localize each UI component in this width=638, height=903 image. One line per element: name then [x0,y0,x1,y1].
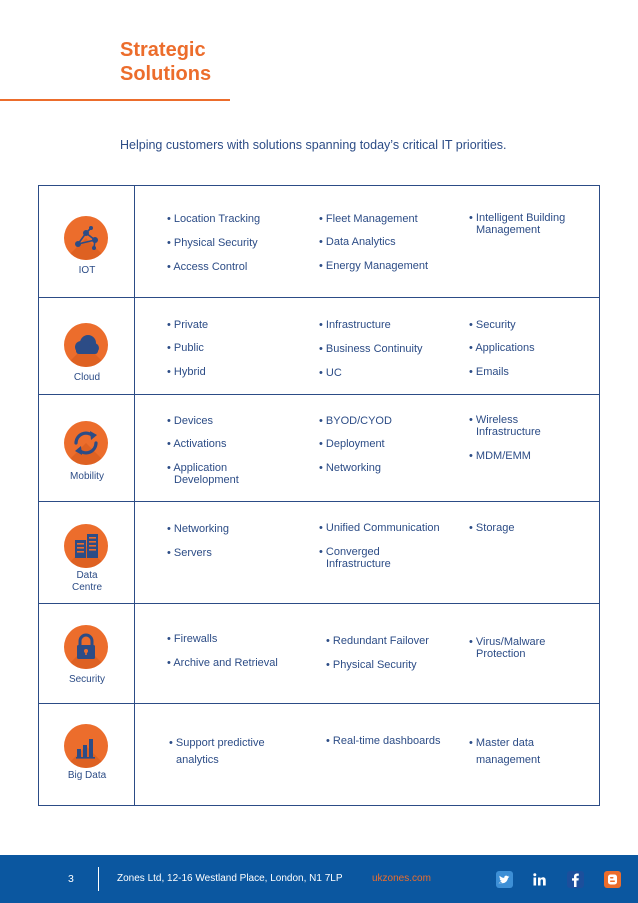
title-underline [0,99,230,101]
row-label-cell [39,704,135,805]
list-item: • Hybrid [167,366,206,378]
padlock-icon [64,625,108,669]
list-item: • Deployment [319,438,385,450]
list-item: • Intelligent Building Management [469,212,566,236]
list-item: • Application Development [167,462,239,486]
row-cloud [39,297,599,394]
row-label-cell [39,395,135,501]
row-label: Cloud [73,372,101,383]
list-item: • Security [469,319,516,331]
list-item: • Devices [167,415,214,427]
footer-divider [98,867,99,891]
page-footer [0,855,638,903]
sync-arrows-icon [64,421,108,465]
list-item: • Emails [469,366,509,378]
list-item: • Infrastructure [319,319,391,331]
list-item: • Energy Management [319,260,429,272]
list-item: • Converged Infrastructure [319,546,391,570]
list-item: • Public [167,342,204,354]
server-rack-icon [64,524,108,568]
row-big-data [39,703,599,805]
solutions-grid [38,185,600,806]
list-item: • Unified Communication [319,522,440,534]
list-item: • Firewalls [167,633,218,645]
list-item: • Physical Security [167,237,258,249]
row-label: Big Data [67,770,107,781]
list-item: • Servers [167,547,212,559]
list-item: • Real-time dashboards [326,735,441,747]
page-subtitle: Helping customers with solutions spanning today’s critical IT priorities. [120,138,507,152]
twitter-icon[interactable] [496,871,513,888]
list-item: • Data Analytics [319,236,396,248]
list-item: • Business Continuity [319,343,423,355]
list-item: • Master data management [469,737,541,766]
list-item: • Access Control [167,261,248,273]
row-label [39,570,135,594]
bar-chart-icon [64,724,108,768]
list-item: • Wireless Infrastructure [469,414,541,438]
row-security [39,603,599,703]
list-item: • Fleet Management [319,213,418,225]
list-item: • Archive and Retrieval [167,657,278,669]
row-label-cell [39,604,135,703]
list-item: • Virus/Malware Protection [469,636,546,660]
company-address: Zones Ltd, 12-16 Westland Place, London, N1 7LP [117,873,343,884]
linkedin-icon[interactable] [531,871,548,888]
website-link[interactable]: ukzones.com [372,873,431,884]
list-item: • Redundant Failover [326,635,429,647]
row-label-cell [39,186,135,297]
row-label-line-1: Data [76,570,98,581]
list-item: • Support predictive analytics [169,737,265,766]
blogger-icon[interactable] [604,871,621,888]
facebook-icon[interactable] [567,871,584,888]
page-title [120,38,320,86]
list-item: • Private [167,319,209,331]
list-item: • Physical Security [326,659,417,671]
list-item: • Applications [469,342,535,354]
list-item: • Activations [167,438,227,450]
row-label: Mobility [70,471,104,482]
cloud-icon [64,323,108,367]
row-label-cell [39,298,135,394]
page-number: 3 [68,873,74,885]
list-item: • BYOD/CYOD [319,415,392,427]
list-item: • Networking [167,523,229,535]
title-line-1: Strategic [120,39,206,61]
network-nodes-icon [64,216,108,260]
list-item: • UC [319,367,342,379]
row-data-centre [39,501,599,603]
row-mobility [39,394,599,501]
row-label-line-2: Centre [71,582,102,593]
list-item: • Location Tracking [167,213,261,225]
row-iot [39,186,599,297]
list-item: • MDM/EMM [469,450,531,462]
row-label-cell [39,502,135,603]
row-label: IOT [78,265,96,276]
list-item: • Storage [469,522,515,534]
list-item: • Networking [319,462,381,474]
title-line-2: Solutions [120,63,212,85]
row-label: Security [68,674,106,685]
